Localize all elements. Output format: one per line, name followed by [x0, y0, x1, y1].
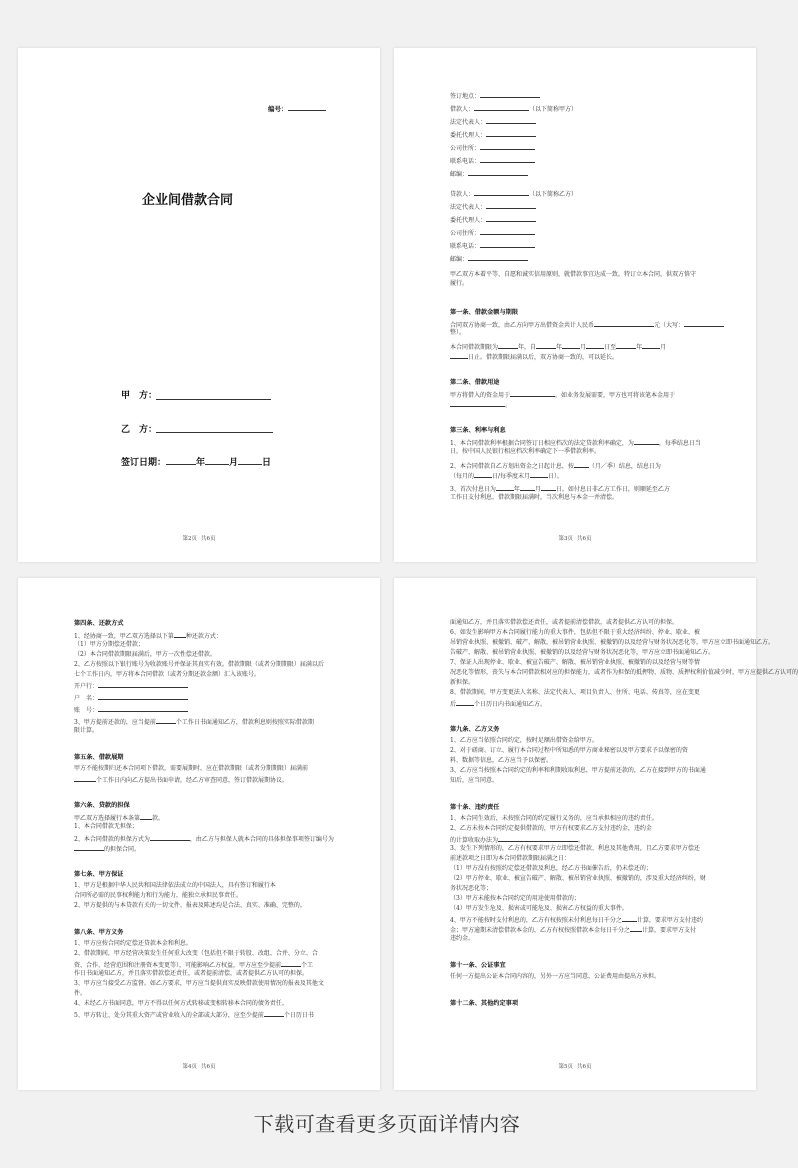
- text-segment: 法定代表人：: [450, 119, 487, 126]
- text-segment: 甲方不能按期归还本合同项下借款，需要展期时，应在借款期限（或者分期期限）届满前: [74, 765, 309, 772]
- party-b-label: 乙 方：: [121, 425, 158, 435]
- text-line: [450, 856, 570, 863]
- text-segment: 前述款项之日即为本合同借款期限届满之日：: [450, 855, 571, 862]
- text-segment: （每月的: [450, 473, 475, 480]
- text-line: [450, 896, 580, 903]
- text-segment: 料、数据等信息，乙方应当予以保密。: [450, 757, 553, 764]
- text-line: [450, 255, 528, 264]
- text-segment: 日。如付息日非乙方工作日，则顺延至乙方: [555, 486, 670, 493]
- fill-in-blank: [98, 682, 188, 688]
- text-segment: 联系电话：: [450, 158, 481, 165]
- text-line: [450, 926, 696, 935]
- text-segment: 限计算。: [74, 727, 99, 734]
- section-heading: [450, 379, 500, 386]
- text-segment: 计算，要求甲方支付违约: [636, 917, 703, 924]
- text-segment: 5、甲方转让、处分其重大资产或营业收入的全部或大部分，应至少提前: [74, 1012, 264, 1019]
- text-line: [74, 903, 306, 910]
- text-segment: 第七条、甲方保证: [74, 871, 124, 878]
- text-segment: 甲乙双方本着平等、自愿和诚实信用原则，就借款事宜达成一致，特订立本合同，供双方恪守: [450, 271, 697, 278]
- fill-in-blank: [574, 462, 589, 468]
- text-line: [74, 981, 324, 988]
- download-caption[interactable]: 下载可查看更多页面详情内容: [253, 1112, 521, 1136]
- fill-in-blank: [480, 229, 535, 235]
- text-segment: 第二条、借款用途: [450, 379, 500, 386]
- section-heading: [74, 620, 124, 627]
- text-line: [450, 281, 468, 288]
- text-segment: 七个工作日内，甲方将本合同借款（或者分期还款金额）汇入该账号。: [74, 671, 261, 678]
- text-segment: 2、乙方按照以下银行账号为收款账号并保证其真实有效。借款期限（或者分期期限）届满以后: [74, 661, 324, 668]
- page-total: 共6页: [201, 1064, 216, 1070]
- text-segment: 8、借款期间，甲方变更法人名称、法定代表人、项目负责人、住所、电话、传真等，应在变更: [450, 689, 700, 696]
- text-line: [450, 738, 598, 745]
- text-segment: 2、借款期间，甲方经营决策发生任何重大改变（包括但不限于转股、改组、合并、分立、合: [74, 950, 318, 957]
- party-b-blank: [156, 432, 273, 433]
- text-segment: 吊销营业执照、被撤销、破产、解散，被吊销营业执照、被撤销的以及经营与财务状况恶化等，甲方应立即书面通知乙方。: [450, 639, 775, 646]
- text-line: [450, 936, 474, 943]
- fill-in-blank: [474, 472, 492, 478]
- text-segment: 开户行：: [74, 683, 99, 690]
- text-line: [450, 778, 498, 785]
- text-segment: 日止。借款期限届满以后，双方协商一致的，可以延长。: [468, 354, 619, 361]
- text-line: [450, 816, 658, 823]
- fill-in-blank: [174, 632, 186, 638]
- text-segment: 2、本合同借款自乙方划出资金之日起计息，按: [450, 463, 574, 470]
- text-line: [450, 105, 577, 114]
- text-segment: 贷款人：: [450, 191, 475, 198]
- text-segment: （以下简称乙方）: [529, 191, 578, 198]
- fill-in-blank: [520, 485, 535, 491]
- party-a-label: 甲 方：: [121, 391, 158, 401]
- page-number: 第3页: [558, 536, 573, 542]
- text-line: [450, 886, 492, 893]
- text-segment: 4、甲方不能按时支付利息的，乙方有权按照未付利息每日千分之: [450, 917, 622, 924]
- text-segment: 第九条、乙方义务: [450, 726, 500, 733]
- fill-in-blank: [622, 916, 637, 922]
- text-segment: 况恶化等情形，丧失与本合同借款相对应的担保能力，或者作为担保的抵押物、质物、质押权利价值减少时，甲方应提供乙方认可的: [450, 669, 798, 676]
- text-segment: 个日历日书: [283, 1012, 314, 1019]
- text-segment: （2）本合同借款期限届满后，甲方一次性偿还借款。: [74, 651, 216, 658]
- text-line: [450, 229, 535, 238]
- fill-in-blank: [616, 343, 636, 349]
- text-line: [74, 682, 188, 691]
- text-segment: 作日书面通知乙方，并且落实借款偿还责任，或者提前清偿，或者提供乙方认可的担保。: [74, 970, 309, 977]
- text-line: [74, 824, 138, 831]
- section-heading: [450, 726, 500, 733]
- text-segment: 公司住所：: [450, 145, 481, 152]
- fill-in-blank: [98, 706, 188, 712]
- text-segment: 2、对于磋商、订立、履行本合同过程中所知悉的甲方商业秘密以及甲方要求予以保密的资: [450, 747, 688, 754]
- text-line: [450, 144, 535, 153]
- document-page-cover: [18, 48, 380, 562]
- text-line: [74, 971, 308, 978]
- text-line: [450, 670, 798, 677]
- text-segment: （1）甲方没有按照约定偿还借款及利息，经乙方书面催告后，仍未偿还的；: [450, 865, 652, 872]
- text-segment: （月／季）结息，结息日为: [588, 463, 661, 470]
- text-line: [450, 680, 474, 687]
- text-line: [74, 632, 222, 641]
- text-line: [450, 916, 703, 925]
- fill-in-blank: [140, 814, 152, 820]
- page-footer: [18, 534, 380, 542]
- text-line: [450, 131, 536, 140]
- text-segment: 第十一条、公证事宜: [450, 962, 506, 969]
- text-segment: 甲乙双方选择履行本条第: [74, 815, 141, 822]
- text-segment: 款。: [152, 815, 165, 822]
- fill-in-blank: [150, 835, 190, 841]
- text-line: [450, 343, 666, 352]
- text-line: [74, 814, 164, 823]
- text-line: [450, 157, 535, 166]
- text-segment: 1、本合同借款利率根据合同签订日相应档次的法定贷款利率确定，为: [450, 440, 634, 447]
- section-heading: [450, 427, 506, 434]
- text-segment: 1、本合同借款无担保；: [74, 823, 138, 830]
- text-segment: ，每季结息日当: [658, 440, 701, 447]
- fill-in-blank: [480, 144, 535, 150]
- contract-number-label: 编号：: [268, 105, 288, 113]
- page-footer: [18, 1062, 380, 1070]
- text-segment: 本合同借款期限为: [450, 344, 499, 351]
- fill-in-blank: [480, 242, 535, 248]
- text-line: [74, 1011, 314, 1020]
- fill-in-blank: [480, 92, 540, 98]
- page-number: 第2页: [182, 536, 197, 542]
- page-footer: [394, 1062, 756, 1070]
- section-heading: [74, 871, 124, 878]
- text-line: [74, 642, 144, 649]
- text-segment: 务状况恶化等；: [450, 885, 493, 892]
- text-line: [74, 961, 313, 970]
- text-line: [450, 640, 774, 647]
- text-segment: 新担保。: [450, 679, 475, 686]
- text-line: [450, 118, 536, 127]
- text-segment: 1、甲方应按合同约定偿还贷款本金和利息。: [74, 940, 192, 947]
- year-label: 年: [196, 458, 206, 468]
- text-line: [74, 941, 192, 948]
- text-segment: 第四条、还款方式: [74, 620, 124, 627]
- section-heading: [450, 962, 506, 969]
- text-segment: 公司住所：: [450, 230, 481, 237]
- text-segment: 3、首次付息日为: [450, 486, 496, 493]
- text-line: [450, 485, 670, 494]
- text-segment: 第一条、借款金额与期限: [450, 309, 519, 316]
- text-segment: ，如业务发展需要，甲方也可将该笔本金用于: [555, 392, 676, 399]
- text-segment: 6、如发生影响甲方本合同履行能力的重大事件，包括但不限于重大经济纠纷、停业、歇业、被: [450, 629, 700, 636]
- text-segment: 违约金。: [450, 935, 475, 942]
- text-segment: 告破产、解散、被吊销营业执照、被撤销的以及经营与财务状况恶化等，甲方应立即书面通知乙方。: [450, 649, 715, 656]
- section-heading: [74, 754, 124, 761]
- text-line: [74, 893, 242, 900]
- fill-in-blank: [630, 926, 642, 932]
- text-line: [74, 766, 308, 773]
- text-line: [74, 672, 260, 679]
- text-segment: 个工作日书面通知乙方，借款利息则按照实际借款期: [175, 719, 314, 726]
- text-segment: 日）。: [548, 473, 564, 480]
- text-segment: 第十二条、其他约定事项: [450, 1000, 519, 1007]
- text-segment: 户 名：: [74, 695, 99, 702]
- text-segment: 年: [556, 344, 563, 351]
- text-segment: 的担保合同。: [104, 846, 141, 853]
- text-segment: 件。: [74, 990, 87, 997]
- text-segment: 7、保证人出现停业、歇业、被宣告破产、解散、被吊销营业执照、被撤销的以及经营与财等情: [450, 659, 700, 666]
- text-segment: 个工: [301, 962, 314, 969]
- fill-in-blank: [450, 353, 468, 359]
- text-line: [450, 690, 700, 697]
- text-line: [74, 728, 98, 735]
- fill-in-blank: [98, 694, 188, 700]
- text-line: [450, 974, 660, 981]
- section-heading: [450, 1000, 518, 1007]
- text-line: [450, 353, 618, 362]
- text-segment: 元（大写：: [654, 322, 685, 329]
- text-line: [74, 883, 276, 890]
- text-segment: 种还款方式：: [185, 633, 222, 640]
- text-line: [450, 391, 675, 400]
- fill-in-blank: [474, 190, 529, 196]
- text-segment: 任何一方提出公证本合同内容的，另外一方应当同意，公证费用由提出方承担。: [450, 973, 661, 980]
- text-line: [450, 321, 724, 330]
- text-segment: ，由乙方与担保人就本合同的具体担保事项签订编号为: [189, 836, 334, 843]
- fill-in-blank: [486, 131, 536, 137]
- fill-in-blank: [684, 321, 724, 327]
- text-line: [450, 748, 688, 755]
- page-total: 共6页: [201, 536, 216, 542]
- text-segment: 日/每季度末月: [492, 473, 531, 480]
- section-heading: [74, 929, 124, 936]
- text-segment: 甲方将借入的资金用于: [450, 392, 511, 399]
- text-line: [450, 836, 584, 845]
- text-segment: （4）甲方发生危及、损害或可能危及、损害乙方权益的重大事件。: [450, 905, 628, 912]
- fill-in-blank: [486, 216, 536, 222]
- text-line: [450, 758, 552, 765]
- fill-in-blank: [468, 170, 528, 176]
- text-line: [74, 652, 216, 659]
- party-a-blank: [156, 399, 271, 400]
- text-segment: 月: [580, 344, 587, 351]
- text-line: [450, 826, 652, 833]
- text-line: [74, 845, 140, 854]
- fill-in-blank: [74, 776, 96, 782]
- text-segment: 的计算收取办法为: [450, 837, 499, 844]
- text-segment: 后: [450, 701, 457, 708]
- fill-in-blank: [594, 321, 654, 327]
- text-segment: 1、经协商一致，甲乙双方选择以下第: [74, 633, 174, 640]
- page-total: 共6页: [577, 536, 592, 542]
- sign-date: [121, 455, 271, 468]
- text-segment: （以下简称甲方）: [529, 106, 578, 113]
- page-number: 第5页: [558, 1064, 573, 1070]
- fill-in-blank: [156, 718, 176, 724]
- text-line: [74, 662, 324, 669]
- text-segment: 工作日支付利息。借款期限届满时，当次利息与本金一并清偿。: [450, 494, 619, 501]
- text-line: [450, 216, 536, 225]
- contract-number: [268, 104, 326, 113]
- text-segment: 签订地点：: [450, 93, 481, 100]
- text-line: [450, 846, 700, 853]
- fill-in-blank: [562, 343, 580, 349]
- section-heading: [74, 802, 130, 809]
- text-segment: 第六条、贷款的担保: [74, 802, 130, 809]
- text-line: [450, 876, 706, 883]
- page-footer: [394, 534, 756, 542]
- fill-in-blank: [498, 343, 518, 349]
- fill-in-blank: [450, 401, 505, 407]
- text-segment: 联系电话：: [450, 243, 481, 250]
- text-line: [450, 630, 700, 637]
- text-segment: 月: [534, 486, 541, 493]
- fill-in-blank: [74, 845, 104, 851]
- text-line: [450, 866, 652, 873]
- section-heading: [450, 309, 518, 316]
- text-segment: 。: [505, 402, 512, 409]
- text-segment: 3、甲方应当接受乙方监督。如乙方要求，甲方应当提供真实反映借款使用情况的报表及其他文: [74, 980, 324, 987]
- sign-date-label: 签订日期：: [121, 458, 167, 468]
- month-label: 月: [229, 458, 239, 468]
- text-line: [450, 449, 600, 456]
- text-segment: 邮编：: [450, 171, 469, 178]
- text-line: [450, 203, 536, 212]
- text-segment: 日，按中国人民银行相应档次利率确定下一季借款利率。: [450, 448, 601, 455]
- text-line: [450, 660, 700, 667]
- text-segment: 知后，应当同意。: [450, 777, 499, 784]
- text-segment: 日至: [604, 344, 617, 351]
- fill-in-blank: [480, 157, 535, 163]
- text-segment: 合同双方协商一致，由乙方向甲方出借资金共计人民币: [450, 322, 595, 329]
- text-line: [450, 495, 618, 502]
- year-blank: [166, 456, 196, 465]
- text-line: [74, 694, 188, 703]
- text-segment: 委托代理人：: [450, 132, 487, 139]
- text-segment: 1、本合同生效后，未按照合同的约定履行义务的，应当承担相应的违约责任。: [450, 815, 658, 822]
- fill-in-blank: [281, 961, 301, 967]
- text-line: [450, 462, 661, 471]
- fill-in-blank: [530, 472, 548, 478]
- text-segment: 3、甲方提前还款的，应当提前: [74, 719, 156, 726]
- text-segment: 年: [636, 344, 643, 351]
- text-segment: 。: [578, 837, 585, 844]
- text-segment: （1）甲方分期偿还借款；: [74, 641, 144, 648]
- text-line: [450, 330, 465, 337]
- text-line: [450, 906, 628, 913]
- contract-number-blank: [288, 105, 326, 111]
- text-segment: 借款人：: [450, 106, 475, 113]
- text-segment: 法定代表人：: [450, 204, 487, 211]
- text-segment: 月: [660, 344, 667, 351]
- day-label: 日: [262, 458, 272, 468]
- page-number: 第4页: [182, 1064, 197, 1070]
- fill-in-blank: [634, 439, 659, 445]
- text-segment: 2、本合同借款的担保方式为: [74, 836, 150, 843]
- text-segment: 金；甲方逾期未清偿借款本金的，乙方有权按照借款本金每日千分之: [450, 927, 631, 934]
- text-segment: 委托代理人：: [450, 217, 487, 224]
- text-line: [74, 991, 86, 998]
- text-line: [74, 1001, 288, 1008]
- fill-in-blank: [642, 343, 660, 349]
- text-segment: （3）甲方未能按本合同约定的用途使用借款的；: [450, 895, 580, 902]
- text-line: [74, 718, 314, 727]
- fill-in-blank: [496, 485, 514, 491]
- document-page-parties: [394, 48, 756, 562]
- text-line: [74, 706, 188, 715]
- fill-in-blank: [456, 700, 474, 706]
- fill-in-blank: [264, 1011, 284, 1017]
- text-segment: 整）。: [450, 329, 466, 336]
- text-line: [450, 650, 714, 657]
- text-line: [450, 439, 701, 448]
- text-segment: 账 号：: [74, 707, 99, 714]
- text-segment: 计算，要求甲方支付: [642, 927, 697, 934]
- text-line: [450, 620, 678, 627]
- text-segment: 第五条、借款展期: [74, 754, 124, 761]
- fill-in-blank: [468, 255, 528, 261]
- text-segment: 1、甲方是根据中华人民共和国法律依法成立的中国法人，具有签订和履行本: [74, 882, 276, 889]
- text-line: [74, 951, 318, 958]
- text-segment: 邮编：: [450, 256, 469, 263]
- document-page-repayment: [18, 578, 380, 1090]
- document-title: 企业间借款合同: [142, 193, 234, 208]
- section-heading: [450, 804, 500, 811]
- text-segment: 履行。: [450, 280, 469, 287]
- text-segment: 面通知乙方，并且落实借款偿还责任，或者提前清偿借款，或者提供乙方认可的担保。: [450, 619, 679, 626]
- text-segment: 合同所必需的民事权利能力和行为能力，能独立承担民事责任。: [74, 892, 243, 899]
- text-line: [450, 242, 535, 251]
- fill-in-blank: [536, 343, 556, 349]
- text-line: [450, 170, 528, 179]
- fill-in-blank: [486, 203, 536, 209]
- text-segment: （2）甲方停业、歇业、被宣告破产、解散、被吊销营业执照、被撤销的，涉及重大经济纠纷，财: [450, 875, 706, 882]
- text-segment: 第三条、利率与利息: [450, 427, 506, 434]
- text-segment: 第十条、违约责任: [450, 804, 500, 811]
- text-segment: 2、甲方提供的与本贷款有关的一切文件、报表及陈述均是合法、真实、准确、完整的。: [74, 902, 306, 909]
- fill-in-blank: [541, 485, 556, 491]
- text-segment: 3、发生下列情形的，乙方有权要求甲方立即偿还借款、利息及其他费用，且乙方要求甲方偿还: [450, 845, 700, 852]
- text-line: [450, 472, 563, 481]
- text-segment: 4、未经乙方书面同意，甲方不得以任何方式转移或变相转移本合同的债务责任。: [74, 1000, 288, 1007]
- document-page-liability: [394, 578, 798, 1090]
- text-segment: 个日历日内书面通知乙方。: [474, 701, 547, 708]
- text-segment: 2、乙方未按本合同约定提供借款的，甲方有权要求乙方支付违约金，违约金: [450, 825, 652, 832]
- text-line: [450, 92, 540, 101]
- fill-in-blank: [498, 836, 578, 842]
- day-blank: [238, 456, 262, 465]
- text-segment: 3、乙方应当按照本合同约定的利率和利期收取利息，甲方提前还款的，乙方在接到甲方的书面通: [450, 767, 706, 774]
- fill-in-blank: [474, 105, 529, 111]
- text-line: [450, 272, 696, 279]
- text-line: [450, 700, 546, 709]
- text-line: [450, 401, 511, 410]
- text-segment: 第八条、甲方义务: [74, 929, 124, 936]
- text-segment: 年: [513, 486, 520, 493]
- text-segment: 个工作日内向乙方提出书面申请，经乙方审查同意，签订借款展期协议。: [96, 777, 289, 784]
- month-blank: [205, 456, 229, 465]
- text-line: [450, 190, 577, 199]
- text-line: [74, 776, 288, 785]
- fill-in-blank: [486, 118, 536, 124]
- text-segment: 资、合作、经营范围和注册资本变更等），可能影响乙方权益，甲方应至少提前: [74, 962, 282, 969]
- fill-in-blank: [510, 391, 555, 397]
- page-total: 共6页: [577, 1064, 592, 1070]
- fill-in-blank: [586, 343, 604, 349]
- text-segment: 年，自: [518, 344, 537, 351]
- text-segment: 1、乙方应当依照合同约定，按时足额出借资金给甲方。: [450, 737, 598, 744]
- text-line: [74, 835, 334, 844]
- text-line: [450, 768, 706, 775]
